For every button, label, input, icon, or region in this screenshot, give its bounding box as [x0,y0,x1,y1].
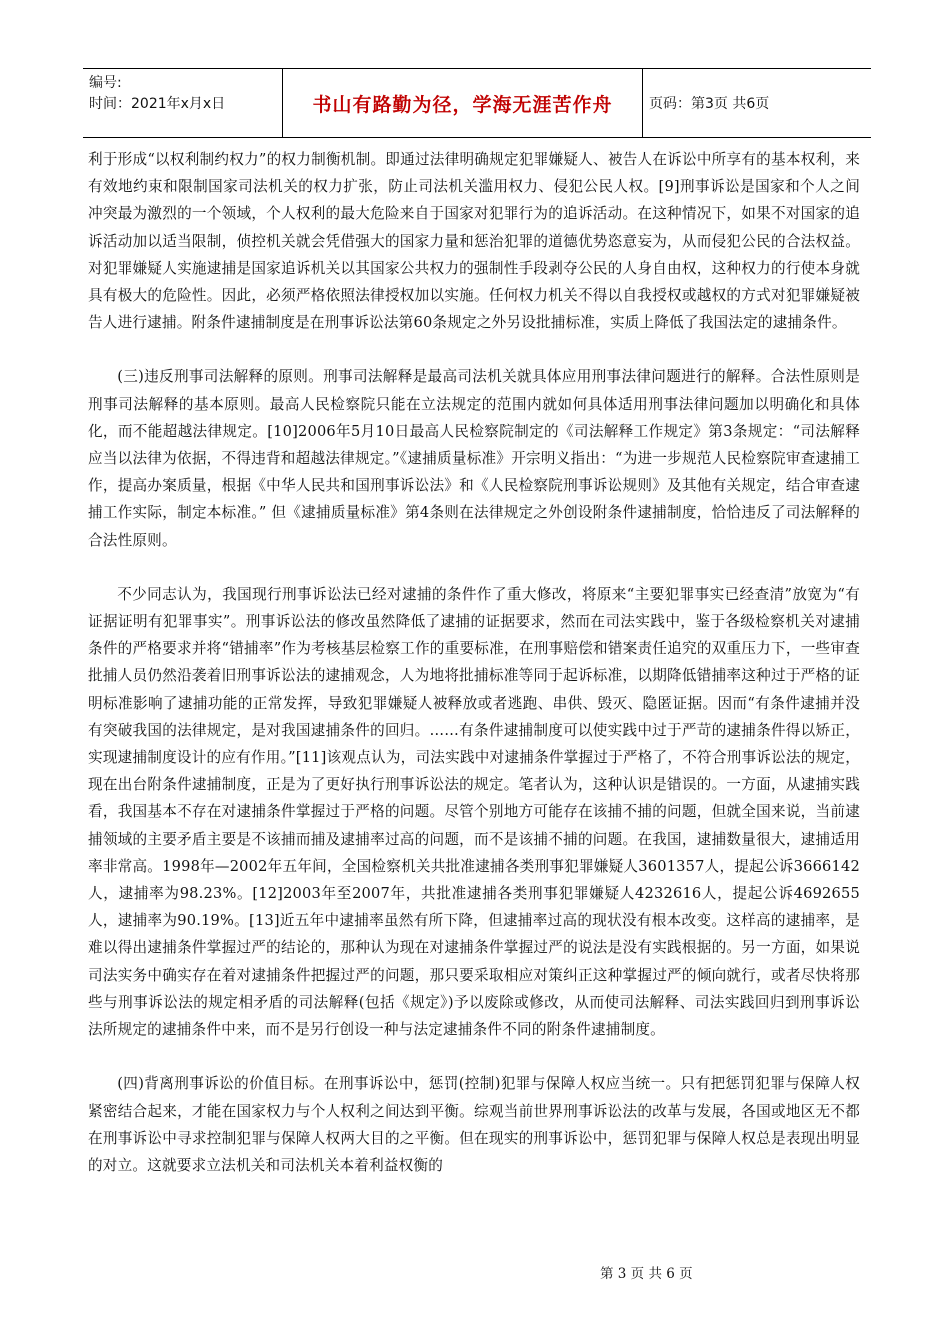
page-footer: 第 3 页 共 6 页 [600,1266,693,1282]
paragraph-4: (四)背离刑事诉讼的价值目标。在刑事诉讼中，惩罚(控制)犯罪与保障人权应当统一。只有把惩罚犯罪与保障人权紧密结合起来，才能在国家权力与个人权利之间达到平衡。综观当前世界刑事诉讼法的改革与发展，各国或地区无不都在刑事诉讼中寻求控制犯罪与保障人权两大目的之平衡。但在现实的刑事诉讼中，惩罚犯罪与保障人权总是表现出明显的对立。这就要求立法机关和司法机关本着利益权衡的 [88,1075,860,1174]
page-header [83,68,871,138]
header-meta [83,69,283,137]
paragraph-1: 利于形成“以权利制约权力”的权力制衡机制。即通过法律明确规定犯罪嫌疑人、被告人在诉讼中所享有的基本权利，来有效地约束和限制国家司法机关的权力扩张，防止司法机关滥用权力、侵犯公民人权。[9]刑事诉讼是国家和个人之间冲突最为激烈的一个领域，个人权利的最大危险来自于国家对犯罪行为的追诉活动。在这种情况下，如果不对国家的追诉活动加以适当限制，侦控机关就会凭借强大的国家力量和惩治犯罪的道德优势恣意妄为，从而侵犯公民的合法权益。对犯罪嫌疑人实施逮捕是国家追诉机关以其国家公共权力的强制性手段剥夺公民的人身自由权，这种权力的行使本身就具有极大的危险性。因此，必须严格依照法律授权加以实施。任何权力机关不得以自我授权或越权的方式对犯罪嫌疑被告人进行逮捕。附条件逮捕制度是在刑事诉讼法第60条规定之外另设批捕标准，实质上降低了我国法定的逮捕条件。 [88,151,860,332]
document-body [88,146,860,1179]
document-number-label: 编号: [89,75,122,91]
header-page-info: 页码：第3页 共6页 [649,96,770,112]
header-motto: 书山有路勤为径，学海无涯苦作舟 [283,69,643,137]
paragraph-3: 不少同志认为，我国现行刑事诉讼法已经对逮捕的条件作了重大修改，将原来“主要犯罪事实已经查清”放宽为“有证据证明有犯罪事实”。刑事诉讼法的修改虽然降低了逮捕的证据要求，然而在司法实践中，鉴于各级检察机关对逮捕条件的严格要求并将“错捕率”作为考核基层检察工作的重要标准，在刑事赔偿和错案责任追究的双重压力下，一些审查批捕人员仍然沿袭着旧刑事诉讼法的逮捕观念，人为地将批捕标准等同于起诉标准，以期降低错捕率这种过于严格的证明标准影响了逮捕功能的正常发挥，导致犯罪嫌疑人被释放或者逃跑、串供、毁灭、隐匿证据。因而“有条件逮捕并没有突破我国的法律规定，是对我国逮捕条件的回归。……有条件逮捕制度可以使实践中过于严苛的逮捕条件得以矫正，实现逮捕制度设计的应有作用。”[11]该观点认为，司法实践中对逮捕条件掌握过于严格了，不符合刑事诉讼法的规定，现在出台附条件逮捕制度，正是为了更好执行刑事诉讼法的规定。笔者认为，这种认识是错误的。一方面，从逮捕实践看，我国基本不存在对逮捕条件掌握过于严格的问题。尽管个别地方可能存在该捕不捕的问题，但就全国来说，当前逮捕领域的主要矛盾主要是不该捕而捕及逮捕率过高的问题，而不是该捕不捕的问题。在我国，逮捕数量很大，逮捕适用率非常高。1998年—2002年五年间，全国检察机关共批准逮捕各类刑事犯罪嫌疑人3601357人，提起公诉3666142人，逮捕率为98.23%。[12]2003年至2007年，共批准逮捕各类刑事犯罪嫌疑人4232616人，提起公诉4692655人，逮捕率为90.19%。[13]近五年中逮捕率虽然有所下降，但逮捕率过高的现状没有根本改变。这样高的逮捕率，是难以得出逮捕条件掌握过严的结论的，那种认为现在对逮捕条件掌握过严的说法是没有实践根据的。另一方面，如果说司法实务中确实存在着对逮捕条件把握过严的问题，那只要采取相应对策纠正这种掌握过严的倾向就行，或者尽快将那些与刑事诉讼法的规定相矛盾的司法解释(包括《规定》)予以废除或修改，从而使司法解释、司法实践回归到刑事诉讼法所规定的逮捕条件中来，而不是另行创设一种与法定逮捕条件不同的附条件逮捕制度。 [88,585,860,1039]
paragraph-2: (三)违反刑事司法解释的原则。刑事司法解释是最高司法机关就具体应用刑事法律问题进行的解释。合法性原则是刑事司法解释的基本原则。最高人民检察院只能在立法规定的范围内就如何具体适用刑事法律问题加以明确化和具体化，而不能超越法律规定。[10]2006年5月10日最高人民检察院制定的《司法解释工作规定》第3条规定：“司法解释应当以法律为依据，不得违背和超越法律规定。”《逮捕质量标准》开宗明义指出：“为进一步规范人民检察院审查逮捕工作，提高办案质量，根据《中华人民共和国刑事诉讼法》和《人民检察院刑事诉讼规则》及其他有关规定，结合审查逮捕工作实际，制定本标准。” 但《逮捕质量标准》第4条则在法律规定之外创设附条件逮捕制度，恰恰违反了司法解释的合法性原则。 [88,368,860,549]
document-time-label: 时间：2021年x月x日 [89,96,226,112]
